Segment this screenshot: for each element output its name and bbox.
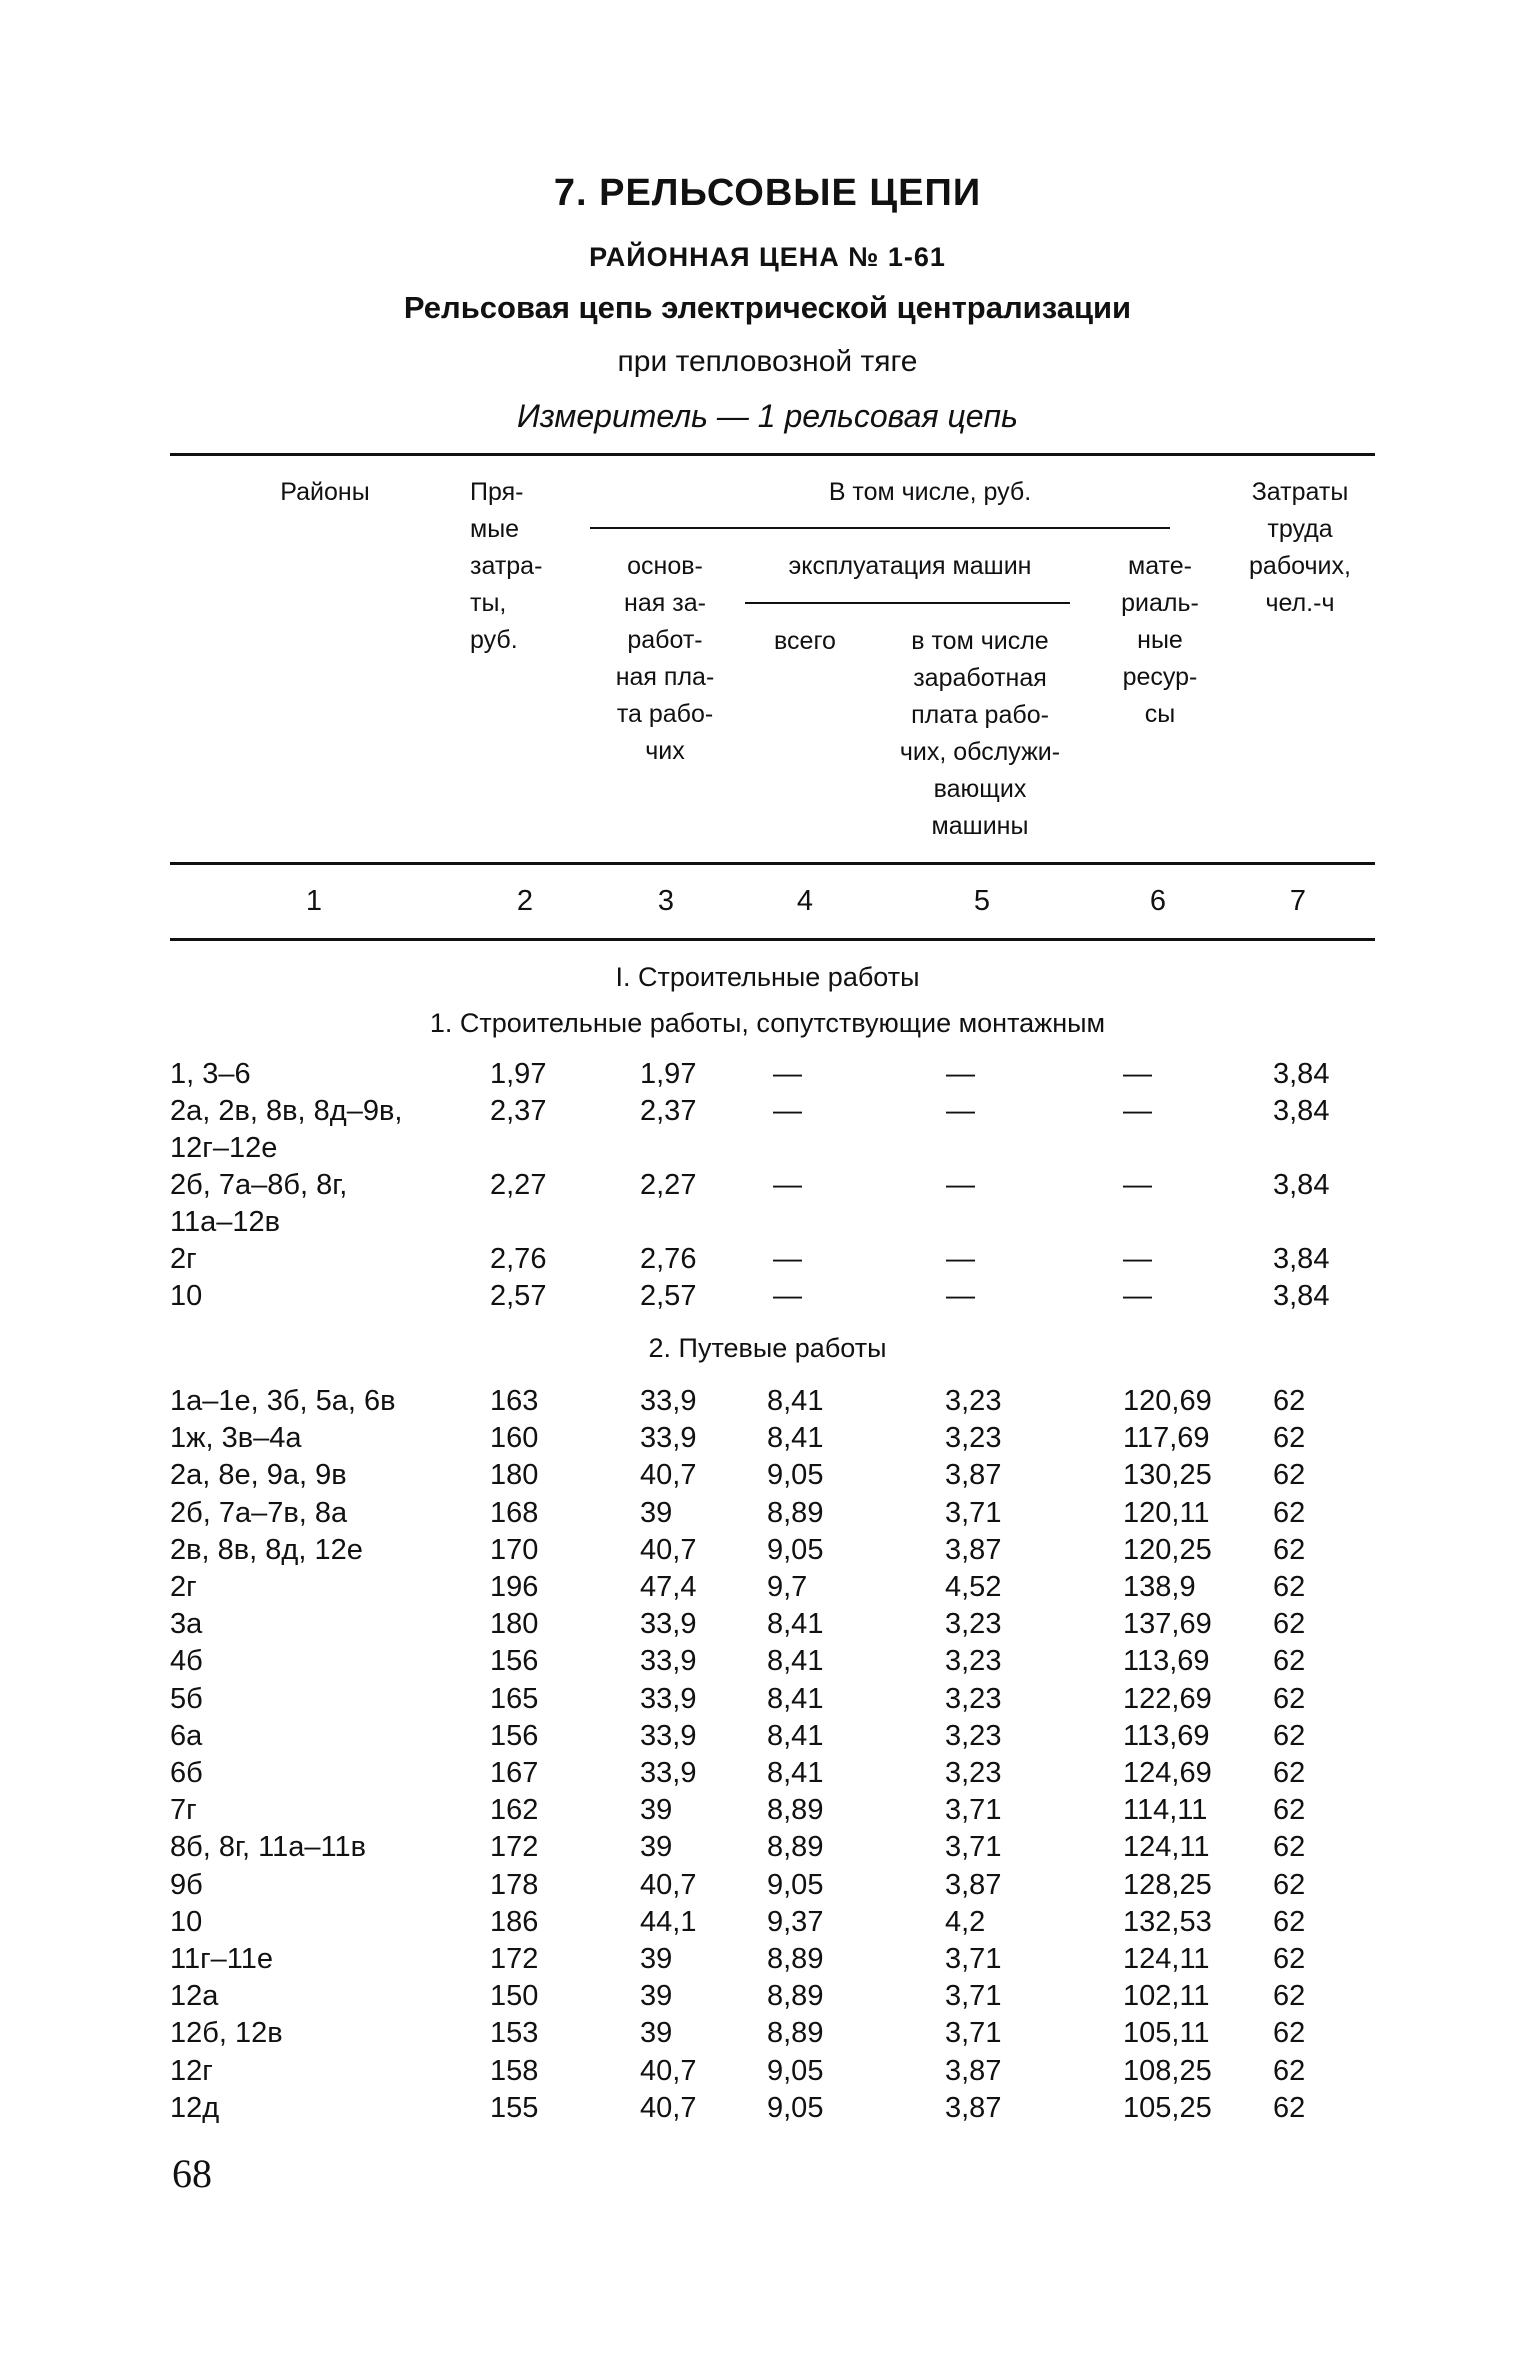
cell-district: 1а–1е, 3б, 5а, 6в	[170, 1385, 396, 1417]
cell-wages: 2,57	[640, 1280, 697, 1312]
cell-machines-total: —	[773, 1280, 802, 1312]
cell-labor: 3,84	[1273, 1280, 1330, 1312]
cell-direct: 2,76	[490, 1243, 547, 1275]
cell-machines-total: 9,05	[767, 1869, 824, 1901]
cell-direct: 155	[490, 2092, 539, 2124]
table-row	[0, 1058, 1535, 1095]
cell-wages: 40,7	[640, 1459, 697, 1491]
page-number: 68	[172, 2151, 212, 2196]
cell-labor: 62	[1273, 1422, 1306, 1454]
cell-machines-total: 8,41	[767, 1422, 824, 1454]
cell-materials: —	[1123, 1058, 1152, 1090]
cell-machines-total: —	[773, 1169, 802, 1201]
cell-materials: 124,11	[1123, 1943, 1210, 1975]
column-number: 2	[516, 885, 534, 917]
cell-materials: 120,69	[1123, 1385, 1212, 1417]
cell-labor: 62	[1273, 1645, 1306, 1677]
header-line: чих, обслужи-	[899, 738, 1061, 766]
cell-wages: 33,9	[640, 1757, 697, 1789]
cell-materials: 114,11	[1123, 1794, 1208, 1826]
table-row	[0, 1794, 1535, 1831]
cell-materials: 108,25	[1123, 2055, 1212, 2087]
header-line: мые	[470, 515, 520, 543]
cell-materials: 137,69	[1123, 1608, 1212, 1640]
cell-district: 12д	[170, 2092, 220, 2124]
cell-direct: 167	[490, 1757, 539, 1789]
cell-machine-wages: 3,87	[945, 1534, 1002, 1566]
cell-materials: 105,11	[1123, 2017, 1210, 2049]
column-number: 7	[1289, 885, 1307, 917]
cell-machine-wages: 4,52	[945, 1571, 1002, 1603]
cell-direct: 178	[490, 1869, 539, 1901]
cell-district: 2б, 7а–8б, 8г,	[170, 1169, 348, 1201]
cell-district: 2б, 7а–7в, 8а	[170, 1497, 348, 1529]
cell-machines-total: 8,89	[767, 1980, 824, 2012]
cell-direct: 180	[490, 1608, 539, 1640]
cell-machine-wages: 3,23	[945, 1645, 1002, 1677]
cell-wages: 39	[640, 2017, 673, 2049]
table-row	[0, 2092, 1535, 2129]
column-number: 4	[796, 885, 814, 917]
header-line: та рабо-	[616, 700, 714, 728]
cell-wages: 2,27	[640, 1169, 697, 1201]
cell-materials: —	[1123, 1169, 1152, 1201]
cell-labor: 62	[1273, 1385, 1306, 1417]
cell-direct: 150	[490, 1980, 539, 2012]
cell-district: 5б	[170, 1683, 203, 1715]
table-row	[0, 1720, 1535, 1757]
header-line: Затраты	[1251, 478, 1349, 506]
header-line: руб.	[470, 626, 518, 654]
cell-machine-wages: 3,23	[945, 1720, 1002, 1752]
cell-machines-total: 9,05	[767, 1534, 824, 1566]
cell-labor: 62	[1273, 1720, 1306, 1752]
cell-machine-wages: 4,2	[945, 1906, 986, 1938]
cell-labor: 62	[1273, 1683, 1306, 1715]
table-row	[0, 1869, 1535, 1906]
cell-district: 12а	[170, 1980, 219, 2012]
header-materials	[1095, 548, 1225, 733]
header-line: чел.-ч	[1265, 589, 1335, 617]
cell-district: 2г	[170, 1243, 197, 1275]
header-line: риаль-	[1121, 589, 1199, 617]
cell-district: 7г	[170, 1794, 197, 1826]
cell-machines-total: 8,41	[767, 1757, 824, 1789]
cell-direct: 170	[490, 1534, 539, 1566]
cell-materials: 124,11	[1123, 1831, 1210, 1863]
header-line: плата рабо-	[911, 701, 1049, 729]
header-line: основ-	[627, 552, 703, 580]
cell-direct: 156	[490, 1720, 539, 1752]
table-row	[0, 1095, 1535, 1132]
cell-wages: 40,7	[640, 1534, 697, 1566]
cell-wages: 33,9	[640, 1645, 697, 1677]
header-line: в том числе	[911, 627, 1049, 655]
cell-direct: 156	[490, 1645, 539, 1677]
cell-wages: 33,9	[640, 1720, 697, 1752]
cell-wages: 39	[640, 1980, 673, 2012]
cell-district: 2а, 2в, 8в, 8д–9в,	[170, 1095, 403, 1127]
cell-materials: 117,69	[1123, 1422, 1210, 1454]
table-row	[0, 2017, 1535, 2054]
cell-labor: 62	[1273, 1943, 1306, 1975]
cell-labor: 3,84	[1273, 1169, 1330, 1201]
section-title: 1. Строительные работы, сопутствующие монтажным	[429, 1008, 1106, 1038]
table-row	[0, 1422, 1535, 1459]
header-group-rule	[590, 527, 1170, 529]
cell-district: 2г	[170, 1571, 197, 1603]
cell-wages: 33,9	[640, 1608, 697, 1640]
table-row	[0, 1243, 1535, 1280]
header-wages	[590, 548, 740, 770]
cell-labor: 62	[1273, 1497, 1306, 1529]
measure-unit: Измеритель — 1 рельсовая цепь	[517, 398, 1018, 434]
header-machine-operation: эксплуатация машин	[788, 552, 1032, 580]
table-row	[0, 1757, 1535, 1794]
cell-district: 2а, 8е, 9а, 9в	[170, 1459, 347, 1491]
cell-machine-wages: 3,87	[945, 1459, 1002, 1491]
cell-machines-total: 9,05	[767, 2055, 824, 2087]
cell-district: 2в, 8в, 8д, 12е	[170, 1534, 363, 1566]
cell-materials: 120,25	[1123, 1534, 1212, 1566]
header-line: труда	[1267, 515, 1333, 543]
cell-wages: 2,37	[640, 1095, 697, 1127]
cell-machines-total: 8,41	[767, 1608, 824, 1640]
cell-labor: 62	[1273, 2092, 1306, 2124]
cell-district: 11а–12в	[170, 1206, 281, 1238]
cell-direct: 180	[490, 1459, 539, 1491]
cell-machines-total: 8,41	[767, 1720, 824, 1752]
cell-district: 10	[170, 1280, 203, 1312]
cell-materials: 130,25	[1123, 1459, 1212, 1491]
cell-machine-wages: 3,23	[945, 1422, 1002, 1454]
cell-labor: 62	[1273, 1534, 1306, 1566]
cell-district: 1, 3–6	[170, 1058, 251, 1090]
column-number: 6	[1149, 885, 1167, 917]
table-row	[0, 1683, 1535, 1720]
cell-wages: 33,9	[640, 1422, 697, 1454]
cell-wages: 40,7	[640, 1869, 697, 1901]
cell-direct: 196	[490, 1571, 539, 1603]
cell-machines-total: —	[773, 1058, 802, 1090]
table-row	[0, 1459, 1535, 1496]
header-line: чих	[645, 737, 685, 765]
cell-labor: 62	[1273, 1608, 1306, 1640]
cell-direct: 2,37	[490, 1095, 547, 1127]
cell-labor: 3,84	[1273, 1095, 1330, 1127]
header-machines-total: всего	[774, 627, 836, 655]
table-row	[0, 1497, 1535, 1534]
cell-machine-wages: 3,23	[945, 1608, 1002, 1640]
cell-machines-total: 8,41	[767, 1683, 824, 1715]
cell-machines-total: —	[773, 1095, 802, 1127]
cell-wages: 39	[640, 1497, 673, 1529]
cell-machines-total: 9,05	[767, 2092, 824, 2124]
header-line: рабочих,	[1249, 552, 1351, 580]
cell-district: 12г–12е	[170, 1132, 278, 1164]
table-row	[0, 1280, 1535, 1317]
cell-machine-wages: 3,87	[945, 2092, 1002, 2124]
header-line: Пря-	[470, 478, 524, 506]
header-direct-costs	[470, 474, 580, 659]
cell-direct: 165	[490, 1683, 539, 1715]
column-number: 3	[657, 885, 675, 917]
cell-materials: —	[1123, 1280, 1152, 1312]
cell-machine-wages: 3,71	[945, 1831, 1002, 1863]
cell-machine-wages: 3,71	[945, 1980, 1002, 2012]
cell-district: 10	[170, 1906, 203, 1938]
cell-machines-total: 9,37	[767, 1906, 824, 1938]
cell-materials: —	[1123, 1243, 1152, 1275]
cell-materials: 102,11	[1123, 1980, 1210, 2012]
header-machines-rule	[745, 602, 1070, 604]
header-line: сы	[1144, 700, 1176, 728]
cell-materials: 132,53	[1123, 1906, 1212, 1938]
header-line: заработная	[913, 664, 1047, 692]
cell-wages: 39	[640, 1943, 673, 1975]
cell-machine-wages: 3,71	[945, 1943, 1002, 1975]
cell-district: 12б, 12в	[170, 2017, 283, 2049]
cell-materials: 138,9	[1123, 1571, 1196, 1603]
header-line: работ-	[627, 626, 703, 654]
cell-materials: 105,25	[1123, 2092, 1212, 2124]
cell-district: 11г–11е	[170, 1943, 274, 1975]
cell-materials: 120,11	[1123, 1497, 1210, 1529]
cell-district: 6б	[170, 1757, 203, 1789]
cell-district: 6а	[170, 1720, 203, 1752]
cell-labor: 62	[1273, 1831, 1306, 1863]
part-title: I. Строительные работы	[615, 962, 920, 992]
cell-wages: 1,97	[640, 1058, 697, 1090]
cell-labor: 62	[1273, 1757, 1306, 1789]
cell-machine-wages: 3,71	[945, 2017, 1002, 2049]
header-line: ные	[1137, 626, 1183, 654]
cell-direct: 162	[490, 1794, 539, 1826]
cell-machine-wages: —	[946, 1280, 975, 1312]
table-row	[0, 1831, 1535, 1868]
cell-machine-wages: —	[946, 1058, 975, 1090]
cell-machine-wages: —	[946, 1169, 975, 1201]
cell-direct: 153	[490, 2017, 539, 2049]
cell-wages: 44,1	[640, 1906, 697, 1938]
table-row	[0, 1906, 1535, 1943]
cell-materials: 128,25	[1123, 1869, 1212, 1901]
cell-labor: 62	[1273, 1794, 1306, 1826]
cell-machines-total: 8,41	[767, 1645, 824, 1677]
cell-wages: 2,76	[640, 1243, 697, 1275]
cell-labor: 62	[1273, 2017, 1306, 2049]
cell-wages: 33,9	[640, 1385, 697, 1417]
header-labor	[1225, 474, 1375, 622]
cell-direct: 163	[490, 1385, 539, 1417]
cell-machines-total: 8,89	[767, 1497, 824, 1529]
cell-labor: 62	[1273, 1571, 1306, 1603]
cell-machine-wages: 3,23	[945, 1757, 1002, 1789]
table-row-continuation	[0, 1206, 1535, 1243]
cell-direct: 186	[490, 1906, 539, 1938]
column-number: 5	[973, 885, 991, 917]
cell-district: 8б, 8г, 11а–11в	[170, 1831, 367, 1863]
cell-district: 9б	[170, 1869, 203, 1901]
cell-labor: 62	[1273, 1459, 1306, 1491]
cell-materials: 124,69	[1123, 1757, 1212, 1789]
table-top-rule	[170, 453, 1375, 456]
table-row	[0, 1608, 1535, 1645]
cell-direct: 2,57	[490, 1280, 547, 1312]
cell-direct: 160	[490, 1422, 539, 1454]
cell-district: 3а	[170, 1608, 203, 1640]
cell-wages: 40,7	[640, 2055, 697, 2087]
header-line: мате-	[1128, 552, 1192, 580]
table-row	[0, 1571, 1535, 1608]
section-title: 2. Путевые работы	[648, 1333, 887, 1363]
table-row	[0, 2055, 1535, 2092]
table-row	[0, 1943, 1535, 1980]
cell-direct: 172	[490, 1831, 539, 1863]
cell-labor: 3,84	[1273, 1243, 1330, 1275]
cell-machine-wages: 3,71	[945, 1497, 1002, 1529]
cell-machines-total: 9,7	[767, 1571, 808, 1603]
cell-materials: —	[1123, 1095, 1152, 1127]
cell-machine-wages: 3,71	[945, 1794, 1002, 1826]
cell-machines-total: 8,89	[767, 1831, 824, 1863]
table-row	[0, 1534, 1535, 1571]
header-line: ты,	[470, 589, 507, 617]
header-line: затра-	[470, 552, 543, 580]
cell-direct: 172	[490, 1943, 539, 1975]
header-districts: Районы	[280, 478, 370, 506]
header-line: машины	[931, 812, 1029, 840]
header-line: ная за-	[624, 589, 706, 617]
table-row	[0, 1980, 1535, 2017]
table-description: Рельсовая цепь электрической централизации	[403, 290, 1132, 325]
cell-direct: 1,97	[490, 1058, 547, 1090]
cell-machine-wages: 3,87	[945, 1869, 1002, 1901]
cell-machines-total: 9,05	[767, 1459, 824, 1491]
column-number: 1	[305, 885, 323, 917]
cell-machines-total: 8,89	[767, 1794, 824, 1826]
header-line: ная пла-	[615, 663, 715, 691]
price-number: РАЙОННАЯ ЦЕНА № 1-61	[589, 242, 946, 272]
header-line: ресур-	[1122, 663, 1198, 691]
cell-district: 12г	[170, 2055, 213, 2087]
table-row-continuation	[0, 1132, 1535, 1169]
cell-labor: 62	[1273, 1906, 1306, 1938]
cell-direct: 2,27	[490, 1169, 547, 1201]
cell-wages: 39	[640, 1831, 673, 1863]
column-numbers-rule	[170, 938, 1375, 941]
cell-machines-total: —	[773, 1243, 802, 1275]
cell-machine-wages: —	[946, 1243, 975, 1275]
cell-machine-wages: 3,87	[945, 2055, 1002, 2087]
table-row	[0, 1645, 1535, 1682]
cell-labor: 3,84	[1273, 1058, 1330, 1090]
cell-machine-wages: —	[946, 1095, 975, 1127]
cell-wages: 39	[640, 1794, 673, 1826]
cell-direct: 168	[490, 1497, 539, 1529]
cell-wages: 47,4	[640, 1571, 697, 1603]
cell-materials: 113,69	[1123, 1720, 1210, 1752]
header-bottom-rule	[170, 862, 1375, 865]
cell-machines-total: 8,89	[767, 2017, 824, 2049]
cell-wages: 33,9	[640, 1683, 697, 1715]
cell-machines-total: 8,89	[767, 1943, 824, 1975]
cell-machine-wages: 3,23	[945, 1385, 1002, 1417]
cell-district: 4б	[170, 1645, 203, 1677]
cell-labor: 62	[1273, 1869, 1306, 1901]
table-row	[0, 1169, 1535, 1206]
cell-labor: 62	[1273, 2055, 1306, 2087]
table-description-sub: при тепловозной тяге	[617, 345, 918, 378]
cell-materials: 122,69	[1123, 1683, 1212, 1715]
cell-district: 1ж, 3в–4а	[170, 1422, 302, 1454]
cell-materials: 113,69	[1123, 1645, 1210, 1677]
page-title: 7. РЕЛЬСОВЫЕ ЦЕПИ	[553, 172, 982, 214]
cell-direct: 158	[490, 2055, 539, 2087]
header-line: вающих	[933, 775, 1027, 803]
cell-wages: 40,7	[640, 2092, 697, 2124]
cell-labor: 62	[1273, 1980, 1306, 2012]
header-machine-wages	[860, 623, 1100, 845]
table-row	[0, 1385, 1535, 1422]
header-group-including: В том числе, руб.	[828, 478, 1032, 506]
cell-machines-total: 8,41	[767, 1385, 824, 1417]
cell-machine-wages: 3,23	[945, 1683, 1002, 1715]
